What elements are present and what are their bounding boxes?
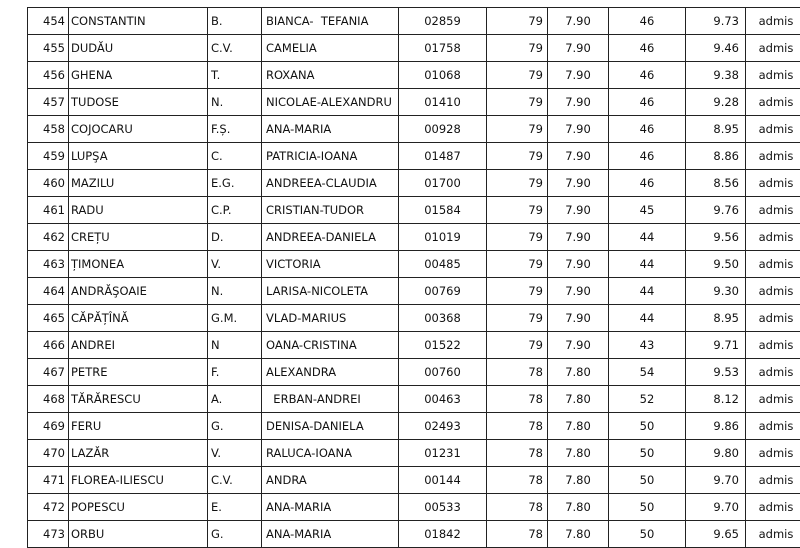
cell-row-number: 458 (28, 116, 69, 143)
results-table (27, 7, 800, 548)
cell-points: 52 (609, 386, 686, 413)
cell-status: admis (746, 197, 800, 224)
cell-first-name: OANA-CRISTINA (262, 332, 399, 359)
cell-average: 9.86 (686, 413, 746, 440)
cell-grade: 7.90 (548, 8, 609, 35)
cell-first-name: VICTORIA (262, 251, 399, 278)
cell-code: 01068 (399, 62, 487, 89)
cell-row-number: 463 (28, 251, 69, 278)
cell-first-name: NICOLAE-ALEXANDRU (262, 89, 399, 116)
cell-first-name: PATRICIA-IOANA (262, 143, 399, 170)
cell-initials: N. (208, 89, 262, 116)
cell-grade: 7.90 (548, 89, 609, 116)
cell-code: 01700 (399, 170, 487, 197)
cell-status: admis (746, 278, 800, 305)
cell-status: admis (746, 494, 800, 521)
table-row (28, 386, 800, 413)
cell-points: 46 (609, 89, 686, 116)
cell-average: 9.65 (686, 521, 746, 548)
cell-score: 79 (487, 278, 548, 305)
cell-first-name: BIANCA- TEFANIA (262, 8, 399, 35)
cell-score: 79 (487, 197, 548, 224)
cell-last-name: CĂPĂȚÎNĂ (69, 305, 208, 332)
table-row (28, 62, 800, 89)
cell-grade: 7.90 (548, 170, 609, 197)
cell-initials: V. (208, 251, 262, 278)
cell-average: 8.56 (686, 170, 746, 197)
cell-status: admis (746, 170, 800, 197)
cell-code: 00533 (399, 494, 487, 521)
cell-average: 9.50 (686, 251, 746, 278)
cell-grade: 7.90 (548, 143, 609, 170)
table-row (28, 116, 800, 143)
cell-code: 01231 (399, 440, 487, 467)
cell-score: 79 (487, 62, 548, 89)
cell-grade: 7.90 (548, 197, 609, 224)
cell-score: 78 (487, 467, 548, 494)
cell-row-number: 455 (28, 35, 69, 62)
cell-points: 44 (609, 251, 686, 278)
cell-row-number: 461 (28, 197, 69, 224)
cell-status: admis (746, 8, 800, 35)
cell-first-name: DENISA-DANIELA (262, 413, 399, 440)
cell-last-name: TĂRĂRESCU (69, 386, 208, 413)
cell-status: admis (746, 251, 800, 278)
cell-initials: G. (208, 413, 262, 440)
cell-score: 79 (487, 224, 548, 251)
cell-average: 9.70 (686, 494, 746, 521)
cell-last-name: FLOREA-ILIESCU (69, 467, 208, 494)
cell-initials: N. (208, 278, 262, 305)
cell-code: 01410 (399, 89, 487, 116)
cell-average: 8.95 (686, 116, 746, 143)
cell-points: 54 (609, 359, 686, 386)
cell-last-name: MAZILU (69, 170, 208, 197)
cell-points: 46 (609, 170, 686, 197)
cell-last-name: CONSTANTIN (69, 8, 208, 35)
cell-average: 9.46 (686, 35, 746, 62)
cell-points: 46 (609, 35, 686, 62)
table-row (28, 224, 800, 251)
cell-code: 00928 (399, 116, 487, 143)
cell-last-name: LUPŞA (69, 143, 208, 170)
cell-initials: E. (208, 494, 262, 521)
cell-status: admis (746, 35, 800, 62)
cell-grade: 7.80 (548, 440, 609, 467)
cell-score: 78 (487, 413, 548, 440)
cell-row-number: 467 (28, 359, 69, 386)
cell-first-name: ANDREEA-CLAUDIA (262, 170, 399, 197)
results-table-body (28, 8, 800, 548)
cell-status: admis (746, 413, 800, 440)
cell-points: 50 (609, 440, 686, 467)
cell-last-name: GHENA (69, 62, 208, 89)
cell-row-number: 465 (28, 305, 69, 332)
cell-initials: V. (208, 440, 262, 467)
cell-status: admis (746, 467, 800, 494)
cell-last-name: ORBU (69, 521, 208, 548)
cell-code: 01842 (399, 521, 487, 548)
cell-first-name: ANDREEA-DANIELA (262, 224, 399, 251)
table-row (28, 305, 800, 332)
table-row (28, 89, 800, 116)
cell-row-number: 460 (28, 170, 69, 197)
cell-grade: 7.80 (548, 386, 609, 413)
cell-code: 00463 (399, 386, 487, 413)
cell-first-name: CAMELIA (262, 35, 399, 62)
cell-first-name: LARISA-NICOLETA (262, 278, 399, 305)
cell-initials: E.G. (208, 170, 262, 197)
cell-average: 9.80 (686, 440, 746, 467)
cell-code: 00368 (399, 305, 487, 332)
cell-grade: 7.90 (548, 278, 609, 305)
cell-last-name: COJOCARU (69, 116, 208, 143)
cell-points: 44 (609, 224, 686, 251)
cell-first-name: ROXANA (262, 62, 399, 89)
cell-first-name: ANA-MARIA (262, 494, 399, 521)
cell-average: 8.12 (686, 386, 746, 413)
cell-average: 9.30 (686, 278, 746, 305)
cell-points: 45 (609, 197, 686, 224)
cell-row-number: 466 (28, 332, 69, 359)
cell-score: 79 (487, 170, 548, 197)
cell-score: 79 (487, 143, 548, 170)
cell-row-number: 473 (28, 521, 69, 548)
table-row (28, 170, 800, 197)
cell-row-number: 464 (28, 278, 69, 305)
cell-score: 78 (487, 494, 548, 521)
cell-status: admis (746, 224, 800, 251)
cell-initials: F.Ș. (208, 116, 262, 143)
cell-points: 44 (609, 305, 686, 332)
cell-last-name: LAZĂR (69, 440, 208, 467)
cell-grade: 7.90 (548, 305, 609, 332)
cell-code: 01487 (399, 143, 487, 170)
cell-score: 79 (487, 332, 548, 359)
cell-grade: 7.80 (548, 413, 609, 440)
cell-grade: 7.90 (548, 332, 609, 359)
cell-status: admis (746, 143, 800, 170)
cell-first-name: VLAD-MARIUS (262, 305, 399, 332)
cell-row-number: 469 (28, 413, 69, 440)
cell-row-number: 472 (28, 494, 69, 521)
cell-initials: D. (208, 224, 262, 251)
cell-average: 9.71 (686, 332, 746, 359)
cell-initials: T. (208, 62, 262, 89)
cell-points: 50 (609, 467, 686, 494)
cell-points: 46 (609, 116, 686, 143)
cell-initials: B. (208, 8, 262, 35)
cell-first-name: RALUCA-IOANA (262, 440, 399, 467)
cell-row-number: 456 (28, 62, 69, 89)
cell-average: 9.70 (686, 467, 746, 494)
cell-initials: G.M. (208, 305, 262, 332)
cell-last-name: ȚIMONEA (69, 251, 208, 278)
cell-status: admis (746, 89, 800, 116)
cell-row-number: 471 (28, 467, 69, 494)
cell-grade: 7.90 (548, 35, 609, 62)
table-row (28, 278, 800, 305)
cell-score: 79 (487, 89, 548, 116)
cell-average: 8.95 (686, 305, 746, 332)
cell-average: 9.76 (686, 197, 746, 224)
cell-status: admis (746, 386, 800, 413)
cell-grade: 7.90 (548, 251, 609, 278)
cell-score: 79 (487, 35, 548, 62)
cell-row-number: 459 (28, 143, 69, 170)
cell-last-name: DUDĂU (69, 35, 208, 62)
table-row (28, 494, 800, 521)
cell-initials: N (208, 332, 262, 359)
table-row (28, 332, 800, 359)
cell-grade: 7.80 (548, 521, 609, 548)
cell-row-number: 454 (28, 8, 69, 35)
cell-row-number: 468 (28, 386, 69, 413)
table-row (28, 440, 800, 467)
cell-code: 01522 (399, 332, 487, 359)
cell-grade: 7.80 (548, 359, 609, 386)
cell-last-name: TUDOSE (69, 89, 208, 116)
cell-code: 01584 (399, 197, 487, 224)
cell-score: 78 (487, 359, 548, 386)
cell-last-name: CREȚU (69, 224, 208, 251)
cell-code: 01019 (399, 224, 487, 251)
cell-average: 9.53 (686, 359, 746, 386)
cell-first-name: ERBAN-ANDREI (262, 386, 399, 413)
cell-row-number: 457 (28, 89, 69, 116)
cell-last-name: FERU (69, 413, 208, 440)
cell-status: admis (746, 521, 800, 548)
cell-average: 9.56 (686, 224, 746, 251)
cell-score: 79 (487, 305, 548, 332)
table-row (28, 35, 800, 62)
cell-row-number: 470 (28, 440, 69, 467)
cell-last-name: ANDREI (69, 332, 208, 359)
cell-first-name: ANA-MARIA (262, 116, 399, 143)
cell-last-name: POPESCU (69, 494, 208, 521)
cell-code: 00485 (399, 251, 487, 278)
table-row (28, 8, 800, 35)
cell-status: admis (746, 116, 800, 143)
cell-points: 50 (609, 413, 686, 440)
cell-initials: C.P. (208, 197, 262, 224)
cell-last-name: RADU (69, 197, 208, 224)
cell-status: admis (746, 305, 800, 332)
cell-average: 9.38 (686, 62, 746, 89)
table-row (28, 521, 800, 548)
cell-status: admis (746, 62, 800, 89)
cell-points: 43 (609, 332, 686, 359)
table-row (28, 467, 800, 494)
cell-initials: F. (208, 359, 262, 386)
cell-average: 9.28 (686, 89, 746, 116)
cell-status: admis (746, 440, 800, 467)
cell-first-name: ANA-MARIA (262, 521, 399, 548)
cell-grade: 7.80 (548, 494, 609, 521)
cell-points: 46 (609, 143, 686, 170)
cell-status: admis (746, 332, 800, 359)
table-row (28, 413, 800, 440)
cell-row-number: 462 (28, 224, 69, 251)
cell-initials: C. (208, 143, 262, 170)
cell-points: 44 (609, 278, 686, 305)
cell-score: 78 (487, 440, 548, 467)
cell-score: 79 (487, 116, 548, 143)
cell-initials: C.V. (208, 467, 262, 494)
cell-points: 46 (609, 62, 686, 89)
cell-grade: 7.80 (548, 467, 609, 494)
cell-grade: 7.90 (548, 62, 609, 89)
cell-score: 79 (487, 8, 548, 35)
cell-status: admis (746, 359, 800, 386)
cell-code: 00144 (399, 467, 487, 494)
cell-average: 9.73 (686, 8, 746, 35)
cell-score: 79 (487, 251, 548, 278)
cell-average: 8.86 (686, 143, 746, 170)
cell-first-name: CRISTIAN-TUDOR (262, 197, 399, 224)
cell-score: 78 (487, 386, 548, 413)
cell-score: 78 (487, 521, 548, 548)
cell-initials: A. (208, 386, 262, 413)
cell-initials: G. (208, 521, 262, 548)
table-row (28, 359, 800, 386)
cell-points: 46 (609, 8, 686, 35)
table-row (28, 143, 800, 170)
table-row (28, 251, 800, 278)
cell-initials: C.V. (208, 35, 262, 62)
cell-code: 00769 (399, 278, 487, 305)
table-row (28, 197, 800, 224)
cell-code: 00760 (399, 359, 487, 386)
cell-grade: 7.90 (548, 116, 609, 143)
cell-points: 50 (609, 521, 686, 548)
cell-last-name: PETRE (69, 359, 208, 386)
cell-last-name: ANDRĂŞOAIE (69, 278, 208, 305)
cell-code: 02859 (399, 8, 487, 35)
cell-grade: 7.90 (548, 224, 609, 251)
cell-first-name: ANDRA (262, 467, 399, 494)
cell-code: 02493 (399, 413, 487, 440)
cell-points: 50 (609, 494, 686, 521)
cell-first-name: ALEXANDRA (262, 359, 399, 386)
cell-code: 01758 (399, 35, 487, 62)
